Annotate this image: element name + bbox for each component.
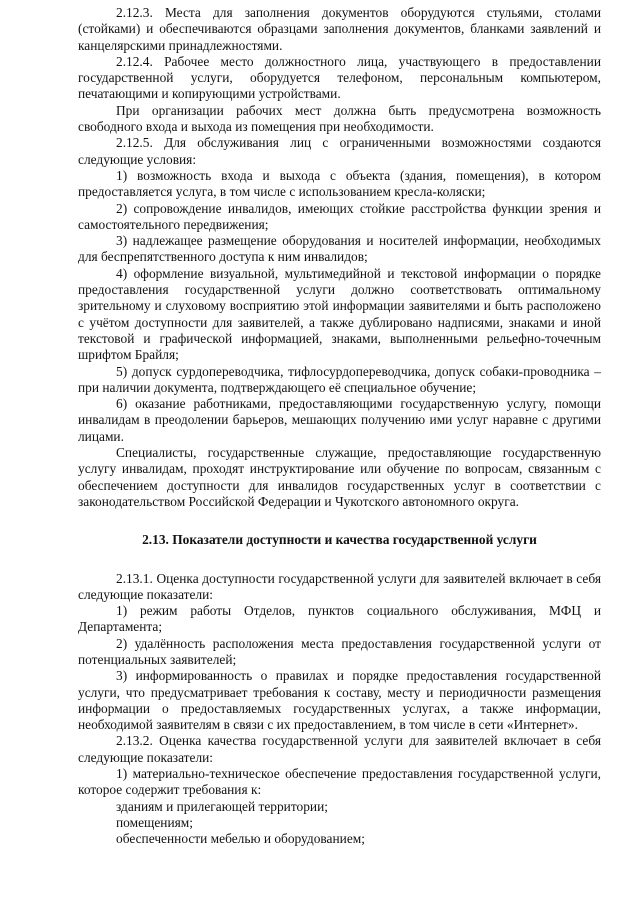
condition-item-6: 6) оказание работниками, предоставляющими государственную услугу, помощи инвалидам в преодолении барьеров, мешающих получению ими услуг наравне с другими лицами. [78,396,601,444]
paragraph-2-13-2: 2.13.2. Оценка качества государственной услуги для заявителей включает в себя следующие показатели: [78,733,601,765]
condition-item-3: 3) надлежащее размещение оборудования и носителей информации, необходимых для беспрепятственного доступа к ним инвалидов; [78,233,601,265]
availability-item-3: 3) информированность о правилах и порядке предоставления государственной услуги, что предусматривает требования к составу, месту и периодичности размещения информации о предоставляемых государственных услугах, а также информации, необходимой заявителям в связи с их предоставлением, в том числе в сети «Интернет». [78,668,601,733]
condition-item-1: 1) возможность входа и выхода с объекта (здания, помещения), в котором предоставляется услуга, в том числе с использованием кресла-коляски; [78,167,601,200]
list-item: помещениям; [116,814,193,830]
condition-item-2: 2) сопровождение инвалидов, имеющих стойкие расстройства функции зрения и самостоятельного передвижения; [78,200,601,232]
paragraph-2-13-1: 2.13.1. Оценка доступности государственной услуги для заявителей включает в себя следующие показатели: [78,570,601,602]
paragraph-workplace-access: При организации рабочих мест должна быть предусмотрена возможность свободного входа и выхода из помещения при необходимости. [78,102,601,135]
paragraph-2-12-5: 2.12.5. Для обслуживания лиц с ограниченными возможностями создаются следующие условия: [78,135,601,167]
paragraph-2-12-4: 2.12.4. Рабочее место должностного лица, участвующего в предоставлении государственной услуги, оборудуется телефоном, персональным компьютером, печатающими и копирующими устройствами. [78,53,601,102]
paragraph-2-12-3: 2.12.3. Места для заполнения документов оборудуются стульями, столами (стойками) и обеспечиваются образцами заполнения документов, бланками заявлений и канцелярскими принадлежностями. [78,5,601,53]
availability-item-1: 1) режим работы Отделов, пунктов социального обслуживания, МФЦ и Департамента; [78,603,601,635]
document-page [78,5,601,848]
list-item: зданиям и прилегающей территории; [116,798,328,814]
paragraph-specialists: Специалисты, государственные служащие, предоставляющие государственную услугу инвалидам, проходят инструктирование или обучение по вопросам, связанным с обеспечением доступности для инвалидов государственных услуг в соответствии с законодательством Российской Федерации и Чукотского автономного округа. [78,445,601,509]
spacer [78,549,601,571]
quality-item-1: 1) материально-техническое обеспечение предоставления государственной услуги, которое содержит требования к: [78,766,601,798]
section-heading-2-13: 2.13. Показатели доступности и качества государственной услуги [142,532,537,548]
condition-item-5: 5) допуск сурдопереводчика, тифлосурдопереводчика, допуск собаки-проводника – при наличии документа, подтверждающего её специальное обучение; [78,363,601,395]
condition-item-4: 4) оформление визуальной, мультимедийной и текстовой информации о порядке предоставления государственной услуги должно соответствовать оптимальному зрительному и слуховому восприятию этой информации заявителями и быть расположено с учётом доступности для заявителей, а также дублировано надписями, знаками и иной текстовой и графической информацией, знаками, выполненными рельефно-точечным шрифтом Брайля; [78,265,601,363]
list-item: обеспеченности мебелью и оборудованием; [116,831,365,847]
availability-item-2: 2) удалённость расположения места предоставления государственной услуги от потенциальных заявителей; [78,635,601,667]
spacer [78,510,601,532]
